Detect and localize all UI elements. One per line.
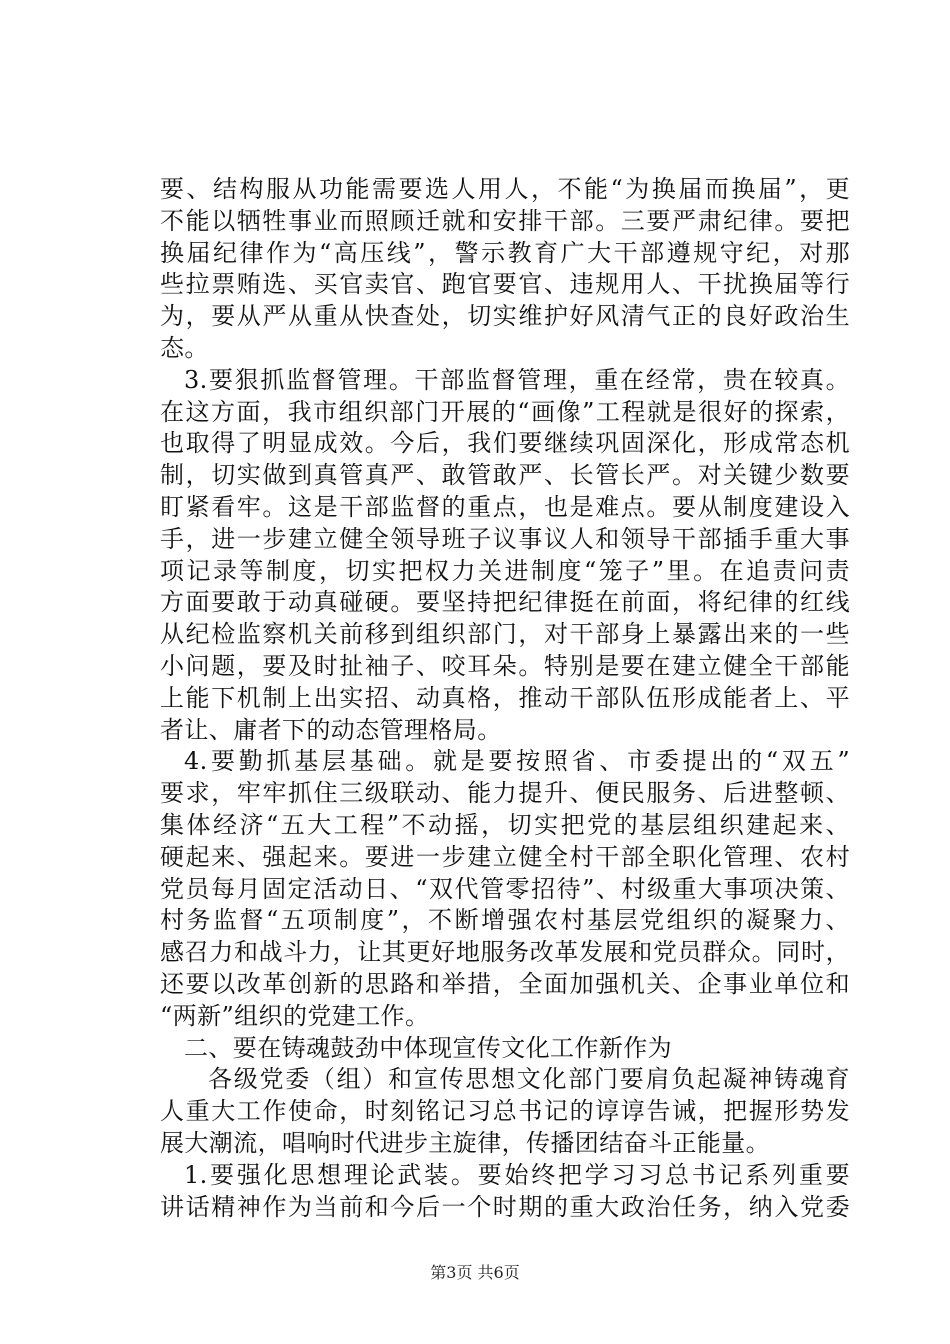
text-line: 项记录等制度，切实把权力关进制度“笼子”里。在追责问责 bbox=[160, 556, 850, 585]
text-line: 展大潮流，唱响时代进步主旋律，传播团结奋斗正能量。 bbox=[160, 1128, 770, 1157]
text-line: 者让、庸者下的动态管理格局。 bbox=[160, 715, 502, 744]
text-line: 些拉票贿选、买官卖官、跑官要官、违规用人、干扰换届等行 bbox=[160, 270, 850, 299]
text-line: 手，进一步建立健全领导班子议事议人和领导干部插手重大事 bbox=[160, 524, 850, 553]
text-line: 上能下机制上出实招、动真格，推动干部队伍形成能者上、平 bbox=[160, 683, 850, 712]
text-line: 讲话精神作为当前和今后一个时期的重大政治任务，纳入党委 bbox=[160, 1192, 850, 1221]
text-line: 也取得了明显成效。今后，我们要继续巩固深化，形成常态机 bbox=[160, 429, 850, 458]
text-line: 集体经济“五大工程”不动摇，切实把党的基层组织建起来、 bbox=[160, 810, 850, 839]
text-line: 人重大工作使命，时刻铭记习总书记的谆谆告诫，把握形势发 bbox=[160, 1097, 850, 1126]
text-line: 换届纪律作为“高压线”，警示教育广大干部遵规守纪，对那 bbox=[160, 238, 850, 267]
text-line: 不能以牺牲事业而照顾迁就和安排干部。三要严肃纪律。要把 bbox=[160, 206, 850, 235]
text-line: 村务监督“五项制度”，不断增强农村基层党组织的凝聚力、 bbox=[160, 906, 850, 935]
text-line: 态。 bbox=[160, 333, 209, 362]
text-line: 制，切实做到真管真严、敢管敢严、长管长严。对关键少数要 bbox=[160, 461, 850, 490]
section-1-heading-line: 1.要强化思想理论武装。要始终把学习习总书记系列重要 bbox=[184, 1160, 850, 1189]
text-line: 感召力和战斗力，让其更好地服务改革发展和党员群众。同时， bbox=[160, 938, 850, 967]
text-line: 要、结构服从功能需要选人用人，不能“为换届而换届”，更 bbox=[160, 175, 850, 203]
text-line: 各级党委（组）和宣传思想文化部门要肩负起凝神铸魂育 bbox=[208, 1065, 850, 1094]
chapter-2-heading: 二、要在铸魂鼓劲中体现宣传文化工作新作为 bbox=[184, 1033, 672, 1062]
text-line: 还要以改革创新的思路和举措，全面加强机关、企事业单位和 bbox=[160, 969, 850, 998]
section-4-heading-line: 4.要勤抓基层基础。就是要按照省、市委提出的“双五” bbox=[184, 747, 850, 776]
text-line: 盯紧看牢。这是干部监督的重点，也是难点。要从制度建设入 bbox=[160, 492, 850, 521]
text-line: 在这方面，我市组织部门开展的“画像”工程就是很好的探索， bbox=[160, 397, 850, 426]
text-line: 为，要从严从重从快查处，切实维护好风清气正的良好政治生 bbox=[160, 302, 850, 331]
text-line: “两新”组织的党建工作。 bbox=[160, 1001, 430, 1030]
text-line: 党员每月固定活动日、“双代管零招待”、村级重大事项决策、 bbox=[160, 874, 850, 903]
text-line: 小问题，要及时扯袖子、咬耳朵。特别是要在建立健全干部能 bbox=[160, 651, 850, 680]
text-line: 方面要敢于动真碰硬。要坚持把纪律挺在前面，将纪律的红线 bbox=[160, 588, 850, 617]
document-body bbox=[160, 174, 850, 1223]
text-line: 要求，牢牢抓住三级联动、能力提升、便民服务、后进整顿、 bbox=[160, 779, 850, 808]
text-line: 从纪检监察机关前移到组织部门，对干部身上暴露出来的一些 bbox=[160, 620, 850, 649]
section-3-heading-line: 3.要狠抓监督管理。干部监督管理，重在经常，贵在较真。 bbox=[184, 365, 850, 394]
page-number-footer: 第3页 共6页 bbox=[430, 1263, 520, 1282]
text-line: 硬起来、强起来。要进一步建立健全村干部全职化管理、农村 bbox=[160, 842, 850, 871]
